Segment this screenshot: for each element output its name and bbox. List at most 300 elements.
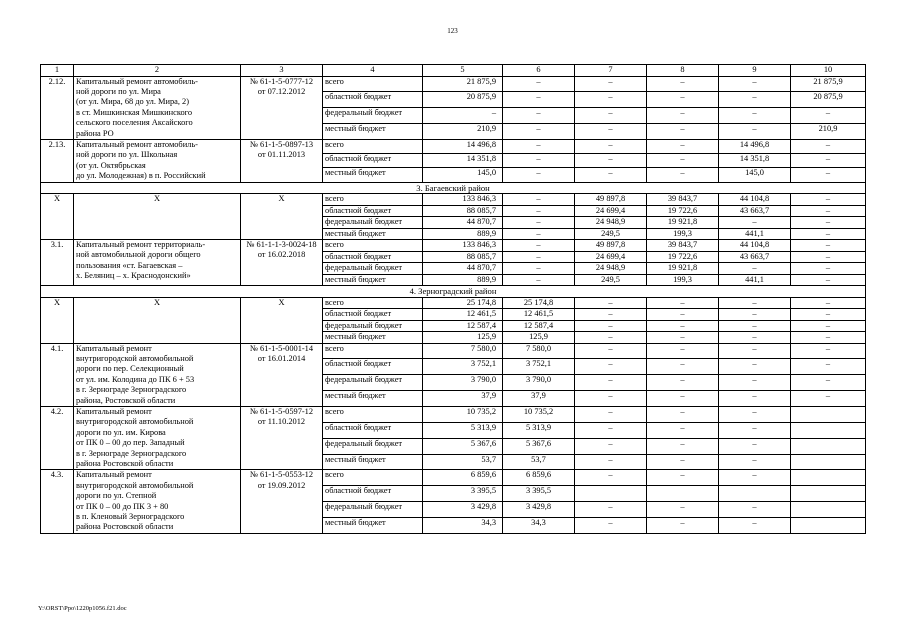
object-name-line: в г. Зернограде Зерноградского bbox=[76, 385, 187, 395]
amount-cell: 125,9 bbox=[503, 332, 575, 344]
amount-cell: 53,7 bbox=[423, 454, 503, 470]
amount-cell: – bbox=[719, 108, 791, 124]
amount-cell: 12 587,4 bbox=[423, 320, 503, 332]
amount-cell: – bbox=[791, 359, 866, 375]
amount-cell: – bbox=[791, 154, 866, 168]
object-name-line: ной автомобильной дороги общего bbox=[76, 250, 201, 260]
entry-number: Х bbox=[41, 297, 74, 343]
object-name-line: Капитальный ремонт территориаль- bbox=[76, 240, 206, 250]
amount-cell: 88 085,7 bbox=[423, 205, 503, 217]
object-name bbox=[74, 240, 241, 286]
amount-cell: – bbox=[503, 154, 575, 168]
amount-cell: 37,9 bbox=[423, 391, 503, 407]
amount-cell: – bbox=[791, 274, 866, 286]
amount-cell: – bbox=[719, 124, 791, 140]
amount-cell: – bbox=[647, 518, 719, 534]
project-document-line: от 07.12.2012 bbox=[257, 86, 306, 96]
amount-cell: – bbox=[719, 454, 791, 470]
column-number-cell: 3 bbox=[241, 65, 323, 77]
object-name-line: до ул. Молодежная) в п. Российский bbox=[76, 171, 206, 181]
project-document-line: от 01.11.2013 bbox=[257, 150, 306, 160]
amount-cell: – bbox=[719, 343, 791, 359]
section-title: 3. Багаевский район bbox=[41, 182, 866, 194]
amount-cell: – bbox=[575, 391, 647, 407]
column-number-cell: 2 bbox=[74, 65, 241, 77]
amount-cell: – bbox=[575, 309, 647, 321]
amount-cell: – bbox=[647, 320, 719, 332]
funding-source: местный бюджет bbox=[323, 228, 423, 240]
amount-cell: – bbox=[719, 438, 791, 454]
amount-cell: 7 580,0 bbox=[423, 343, 503, 359]
amount-cell: 5 313,9 bbox=[503, 422, 575, 438]
budget-table bbox=[40, 64, 866, 534]
amount-cell: 210,9 bbox=[791, 124, 866, 140]
object-name-line: внутригородской автомобильной bbox=[76, 417, 194, 427]
amount-cell: – bbox=[791, 217, 866, 229]
object-name-line: в г. Зернограде Зерноградского bbox=[76, 448, 187, 458]
table-row bbox=[41, 297, 866, 309]
amount-cell: 20 875,9 bbox=[791, 92, 866, 108]
amount-cell: 14 496,8 bbox=[423, 139, 503, 153]
amount-cell: – bbox=[647, 343, 719, 359]
object-name-line: района Ростовской области bbox=[76, 459, 174, 469]
project-document bbox=[241, 194, 323, 240]
object-name-line: ной дороги по ул. Школьная bbox=[76, 150, 178, 160]
amount-cell bbox=[791, 470, 866, 486]
amount-cell: 5 367,6 bbox=[423, 438, 503, 454]
project-document bbox=[241, 470, 323, 533]
amount-cell bbox=[791, 486, 866, 502]
funding-source: всего bbox=[323, 470, 423, 486]
amount-cell: 20 875,9 bbox=[423, 92, 503, 108]
amount-cell: 5 367,6 bbox=[503, 438, 575, 454]
object-name-line: х. Беляниц – х. Краснодонский» bbox=[76, 271, 191, 281]
amount-cell: 133 846,3 bbox=[423, 194, 503, 206]
project-document-line: Х bbox=[278, 194, 285, 204]
column-number-cell: 9 bbox=[719, 65, 791, 77]
amount-cell: 19 722,6 bbox=[647, 251, 719, 263]
amount-cell: 3 429,8 bbox=[423, 502, 503, 518]
funding-source: всего bbox=[323, 139, 423, 153]
object-name-line: дороги по пер. Селекционный bbox=[76, 364, 184, 374]
amount-cell: – bbox=[647, 92, 719, 108]
amount-cell: 889,9 bbox=[423, 274, 503, 286]
column-number-cell: 4 bbox=[323, 65, 423, 77]
amount-cell: – bbox=[719, 332, 791, 344]
funding-source: всего bbox=[323, 407, 423, 423]
amount-cell: – bbox=[647, 332, 719, 344]
amount-cell: – bbox=[647, 391, 719, 407]
budget-table-wrapper bbox=[40, 64, 865, 534]
amount-cell: – bbox=[647, 108, 719, 124]
table-row bbox=[41, 194, 866, 206]
table-row bbox=[41, 139, 866, 153]
object-name-line: Капитальный ремонт bbox=[76, 407, 152, 416]
amount-cell: – bbox=[791, 297, 866, 309]
funding-source: областной бюджет bbox=[323, 309, 423, 321]
amount-cell: – bbox=[791, 194, 866, 206]
amount-cell: – bbox=[791, 375, 866, 391]
entry-number: 3.1. bbox=[41, 240, 74, 286]
amount-cell: – bbox=[503, 228, 575, 240]
amount-cell: – bbox=[791, 332, 866, 344]
amount-cell: 3 790,0 bbox=[423, 375, 503, 391]
amount-cell: – bbox=[719, 76, 791, 92]
amount-cell: – bbox=[647, 154, 719, 168]
funding-source: областной бюджет bbox=[323, 422, 423, 438]
object-name-line: ной дороги по ул. Мира bbox=[76, 86, 161, 96]
amount-cell: – bbox=[575, 375, 647, 391]
object-name-line: Х bbox=[153, 297, 161, 307]
object-name-line: района, Ростовской области bbox=[76, 395, 176, 405]
amount-cell bbox=[791, 454, 866, 470]
amount-cell: – bbox=[575, 454, 647, 470]
amount-cell: – bbox=[575, 518, 647, 534]
project-document bbox=[241, 297, 323, 343]
funding-source: областной бюджет bbox=[323, 154, 423, 168]
amount-cell: 25 174,8 bbox=[423, 297, 503, 309]
funding-source: федеральный бюджет bbox=[323, 438, 423, 454]
project-document-line: № 61-1-5-0001-14 bbox=[249, 343, 314, 353]
column-number-cell: 7 bbox=[575, 65, 647, 77]
amount-cell: 6 859,6 bbox=[503, 470, 575, 486]
object-name bbox=[74, 76, 241, 139]
project-document-line: № 61-1-5-0897-13 bbox=[249, 139, 314, 149]
amount-cell: 14 351,8 bbox=[423, 154, 503, 168]
amount-cell: – bbox=[647, 454, 719, 470]
amount-cell: 6 859,6 bbox=[423, 470, 503, 486]
object-name-line: Капитальный ремонт автомобиль- bbox=[76, 76, 198, 86]
amount-cell: – bbox=[647, 309, 719, 321]
amount-cell: – bbox=[575, 108, 647, 124]
entry-number: Х bbox=[41, 194, 74, 240]
amount-cell: 3 395,5 bbox=[503, 486, 575, 502]
amount-cell: 37,9 bbox=[503, 391, 575, 407]
project-document bbox=[241, 139, 323, 182]
amount-cell: 44 104,8 bbox=[719, 194, 791, 206]
amount-cell: 3 395,5 bbox=[423, 486, 503, 502]
amount-cell: 44 870,7 bbox=[423, 263, 503, 275]
section-title: 4. Зерноградский район bbox=[41, 286, 866, 298]
amount-cell: – bbox=[503, 217, 575, 229]
project-document bbox=[241, 76, 323, 139]
table-row bbox=[41, 407, 866, 423]
amount-cell: – bbox=[647, 76, 719, 92]
amount-cell bbox=[791, 422, 866, 438]
funding-source: областной бюджет bbox=[323, 92, 423, 108]
amount-cell: 145,0 bbox=[719, 168, 791, 182]
amount-cell: – bbox=[575, 407, 647, 423]
amount-cell: 21 875,9 bbox=[423, 76, 503, 92]
amount-cell: 24 948,9 bbox=[575, 217, 647, 229]
amount-cell: – bbox=[719, 502, 791, 518]
amount-cell bbox=[719, 486, 791, 502]
amount-cell: 3 790,0 bbox=[503, 375, 575, 391]
amount-cell: – bbox=[575, 154, 647, 168]
section-title-row bbox=[41, 182, 866, 194]
amount-cell: – bbox=[647, 470, 719, 486]
amount-cell: 3 752,1 bbox=[423, 359, 503, 375]
amount-cell: – bbox=[575, 470, 647, 486]
amount-cell: – bbox=[575, 139, 647, 153]
entry-number: 2.13. bbox=[41, 139, 74, 182]
column-number-cell: 10 bbox=[791, 65, 866, 77]
amount-cell: 39 843,7 bbox=[647, 194, 719, 206]
amount-cell: – bbox=[503, 108, 575, 124]
amount-cell: 12 587,4 bbox=[503, 320, 575, 332]
amount-cell: 39 843,7 bbox=[647, 240, 719, 252]
project-document-line: Х bbox=[278, 297, 285, 307]
header-row bbox=[41, 65, 866, 77]
funding-source: федеральный бюджет bbox=[323, 263, 423, 275]
amount-cell: 441,1 bbox=[719, 228, 791, 240]
object-name-line: (от ул. Октябрьская bbox=[76, 160, 146, 170]
funding-source: местный бюджет bbox=[323, 518, 423, 534]
amount-cell: 12 461,5 bbox=[423, 309, 503, 321]
amount-cell: – bbox=[575, 343, 647, 359]
amount-cell: 43 663,7 bbox=[719, 205, 791, 217]
amount-cell: – bbox=[575, 359, 647, 375]
entry-number: 2.12. bbox=[41, 76, 74, 139]
amount-cell: – bbox=[647, 422, 719, 438]
object-name-line: Капитальный ремонт автомобиль- bbox=[76, 139, 198, 149]
project-document-line: от 16.02.2018 bbox=[257, 250, 306, 260]
funding-source: всего bbox=[323, 343, 423, 359]
funding-source: областной бюджет bbox=[323, 359, 423, 375]
amount-cell: – bbox=[575, 124, 647, 140]
amount-cell: 10 735,2 bbox=[503, 407, 575, 423]
amount-cell: – bbox=[503, 274, 575, 286]
amount-cell: 145,0 bbox=[423, 168, 503, 182]
amount-cell: – bbox=[503, 168, 575, 182]
column-number-cell: 1 bbox=[41, 65, 74, 77]
amount-cell: – bbox=[503, 124, 575, 140]
amount-cell: 199,3 bbox=[647, 228, 719, 240]
amount-cell: 44 870,7 bbox=[423, 217, 503, 229]
amount-cell bbox=[791, 502, 866, 518]
amount-cell: – bbox=[791, 320, 866, 332]
amount-cell: 14 496,8 bbox=[719, 139, 791, 153]
funding-source: федеральный бюджет bbox=[323, 217, 423, 229]
file-path-footer: Y:\ORST\Ppo\1220p1056.f21.doc bbox=[38, 605, 127, 612]
amount-cell: 5 313,9 bbox=[423, 422, 503, 438]
funding-source: областной бюджет bbox=[323, 486, 423, 502]
project-document-line: № 61-1-5-0597-12 bbox=[249, 407, 314, 416]
amount-cell: 24 948,9 bbox=[575, 263, 647, 275]
amount-cell: 3 752,1 bbox=[503, 359, 575, 375]
amount-cell bbox=[791, 407, 866, 423]
project-document-line: № 61-1-5-0553-12 bbox=[249, 470, 314, 480]
amount-cell: – bbox=[423, 108, 503, 124]
amount-cell: – bbox=[647, 502, 719, 518]
amount-cell: – bbox=[719, 470, 791, 486]
amount-cell: 125,9 bbox=[423, 332, 503, 344]
amount-cell: 889,9 bbox=[423, 228, 503, 240]
amount-cell: – bbox=[791, 391, 866, 407]
object-name bbox=[74, 139, 241, 182]
object-name-line: Капитальный ремонт bbox=[76, 343, 152, 353]
amount-cell: 19 921,8 bbox=[647, 217, 719, 229]
funding-source: местный бюджет bbox=[323, 168, 423, 182]
amount-cell: – bbox=[791, 343, 866, 359]
object-name-line: от ПК 0 – 00 до ПК 3 + 80 bbox=[76, 501, 169, 511]
object-name bbox=[74, 470, 241, 533]
amount-cell: 249,5 bbox=[575, 228, 647, 240]
amount-cell: – bbox=[791, 228, 866, 240]
object-name-line: от ПК 0 – 00 до пер. Западный bbox=[76, 438, 185, 448]
amount-cell: – bbox=[719, 391, 791, 407]
amount-cell: – bbox=[719, 518, 791, 534]
amount-cell: – bbox=[647, 407, 719, 423]
amount-cell: 3 429,8 bbox=[503, 502, 575, 518]
amount-cell: – bbox=[791, 205, 866, 217]
object-name-line: в ст. Мишкинская Мишкинского bbox=[76, 107, 193, 117]
amount-cell: – bbox=[791, 168, 866, 182]
funding-source: всего bbox=[323, 240, 423, 252]
page-number: 123 bbox=[447, 27, 458, 35]
amount-cell: – bbox=[647, 297, 719, 309]
amount-cell: – bbox=[719, 309, 791, 321]
amount-cell: – bbox=[503, 251, 575, 263]
table-row bbox=[41, 470, 866, 486]
amount-cell: 49 897,8 bbox=[575, 240, 647, 252]
amount-cell: 49 897,8 bbox=[575, 194, 647, 206]
amount-cell: – bbox=[647, 139, 719, 153]
table-row bbox=[41, 343, 866, 359]
amount-cell: – bbox=[791, 251, 866, 263]
amount-cell: – bbox=[719, 92, 791, 108]
amount-cell: 34,3 bbox=[423, 518, 503, 534]
amount-cell: – bbox=[575, 168, 647, 182]
funding-source: федеральный бюджет bbox=[323, 502, 423, 518]
project-document-line: № 61-1-5-0777-12 bbox=[249, 76, 314, 86]
funding-source: местный бюджет bbox=[323, 124, 423, 140]
amount-cell: – bbox=[647, 359, 719, 375]
entry-number: 4.1. bbox=[41, 343, 74, 406]
amount-cell: 44 104,8 bbox=[719, 240, 791, 252]
amount-cell: 12 461,5 bbox=[503, 309, 575, 321]
object-name-line: внутригородской автомобильной bbox=[76, 353, 194, 363]
amount-cell: – bbox=[719, 320, 791, 332]
amount-cell: – bbox=[791, 240, 866, 252]
funding-source: местный бюджет bbox=[323, 391, 423, 407]
amount-cell bbox=[575, 486, 647, 502]
project-document-line: от 19.09.2012 bbox=[257, 480, 306, 490]
funding-source: федеральный бюджет bbox=[323, 108, 423, 124]
amount-cell: – bbox=[575, 76, 647, 92]
object-name-line: сельского поселения Аксайского bbox=[76, 118, 193, 128]
object-name-line: дороги по ул. Степной bbox=[76, 491, 157, 501]
amount-cell: – bbox=[575, 297, 647, 309]
amount-cell: 210,9 bbox=[423, 124, 503, 140]
object-name bbox=[74, 407, 241, 470]
funding-source: всего bbox=[323, 194, 423, 206]
amount-cell: – bbox=[503, 263, 575, 275]
object-name-line: Капитальный ремонт bbox=[76, 470, 152, 480]
object-name-line: от ул. им. Колодина до ПК 6 + 53 bbox=[76, 374, 195, 384]
amount-cell: – bbox=[719, 263, 791, 275]
funding-source: областной бюджет bbox=[323, 205, 423, 217]
amount-cell: 19 921,8 bbox=[647, 263, 719, 275]
amount-cell: 24 699,4 bbox=[575, 251, 647, 263]
funding-source: местный бюджет bbox=[323, 274, 423, 286]
object-name-line: в п. Кленовый Зерноградского bbox=[76, 512, 185, 522]
amount-cell: – bbox=[719, 422, 791, 438]
amount-cell: – bbox=[575, 332, 647, 344]
amount-cell: 19 722,6 bbox=[647, 205, 719, 217]
object-name bbox=[74, 297, 241, 343]
object-name-line: пользования «ст. Багаевская – bbox=[76, 260, 183, 270]
amount-cell: 441,1 bbox=[719, 274, 791, 286]
amount-cell: – bbox=[503, 205, 575, 217]
amount-cell: 133 846,3 bbox=[423, 240, 503, 252]
table-row bbox=[41, 76, 866, 92]
entry-number: 4.3. bbox=[41, 470, 74, 533]
amount-cell: – bbox=[647, 168, 719, 182]
table-row bbox=[41, 240, 866, 252]
amount-cell: 199,3 bbox=[647, 274, 719, 286]
project-document-line: № 61-1-1-3-0024-18 bbox=[246, 240, 317, 250]
amount-cell: – bbox=[791, 263, 866, 275]
object-name-line: района Ростовской области bbox=[76, 522, 174, 532]
funding-source: местный бюджет bbox=[323, 332, 423, 344]
project-document-line: от 16.01.2014 bbox=[257, 353, 306, 363]
amount-cell: – bbox=[719, 375, 791, 391]
amount-cell: – bbox=[575, 92, 647, 108]
amount-cell: – bbox=[647, 375, 719, 391]
funding-source: федеральный бюджет bbox=[323, 375, 423, 391]
amount-cell: 10 735,2 bbox=[423, 407, 503, 423]
project-document bbox=[241, 343, 323, 406]
amount-cell: 53,7 bbox=[503, 454, 575, 470]
amount-cell: – bbox=[647, 124, 719, 140]
amount-cell: – bbox=[503, 139, 575, 153]
amount-cell: – bbox=[503, 194, 575, 206]
amount-cell: – bbox=[575, 422, 647, 438]
funding-source: всего bbox=[323, 76, 423, 92]
object-name-line: (от ул. Мира, 68 до ул. Мира, 2) bbox=[76, 97, 190, 107]
object-name-line: внутригородской автомобильной bbox=[76, 480, 194, 490]
amount-cell: – bbox=[719, 407, 791, 423]
entry-number: 4.2. bbox=[41, 407, 74, 470]
column-number-cell: 5 bbox=[423, 65, 503, 77]
amount-cell: 24 699,4 bbox=[575, 205, 647, 217]
amount-cell: – bbox=[791, 309, 866, 321]
amount-cell: – bbox=[503, 76, 575, 92]
amount-cell: – bbox=[719, 297, 791, 309]
object-name-line: дороги по ул. им. Кирова bbox=[76, 427, 166, 437]
amount-cell: – bbox=[791, 139, 866, 153]
amount-cell: 88 085,7 bbox=[423, 251, 503, 263]
amount-cell: 25 174,8 bbox=[503, 297, 575, 309]
funding-source: всего bbox=[323, 297, 423, 309]
amount-cell bbox=[791, 518, 866, 534]
object-name-line: Х bbox=[153, 194, 161, 204]
object-name bbox=[74, 194, 241, 240]
amount-cell: – bbox=[503, 92, 575, 108]
amount-cell bbox=[647, 486, 719, 502]
amount-cell: – bbox=[575, 320, 647, 332]
funding-source: областной бюджет bbox=[323, 251, 423, 263]
amount-cell: – bbox=[575, 438, 647, 454]
amount-cell: 7 580,0 bbox=[503, 343, 575, 359]
amount-cell bbox=[791, 438, 866, 454]
object-name-line: района РО bbox=[76, 128, 114, 138]
amount-cell: – bbox=[791, 108, 866, 124]
amount-cell: – bbox=[719, 359, 791, 375]
column-number-cell: 8 bbox=[647, 65, 719, 77]
amount-cell: – bbox=[647, 438, 719, 454]
